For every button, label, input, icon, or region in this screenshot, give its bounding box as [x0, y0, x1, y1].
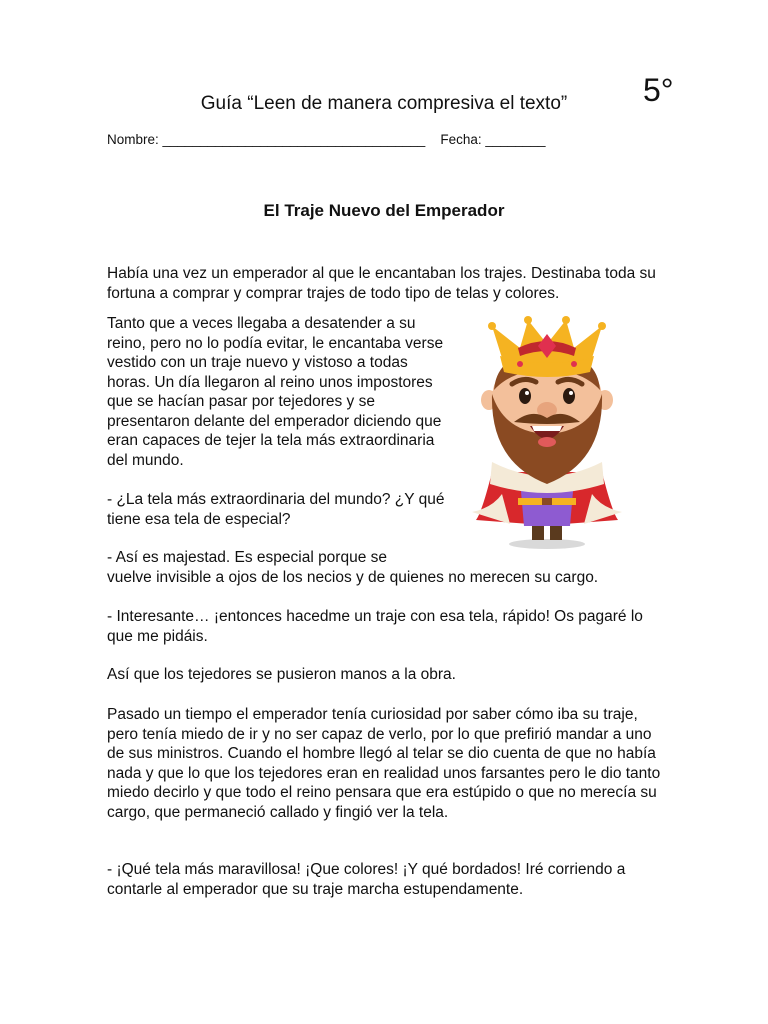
king-cartoon-icon	[462, 312, 632, 552]
date-blank: ________	[485, 132, 546, 147]
guide-title: Guía “Leen de manera compresiva el texto”	[200, 93, 568, 114]
paragraph-6: Así que los tejedores se pusieron manos a la obra.	[107, 666, 456, 683]
paragraph-5: - Interesante… ¡entonces hacedme un traje con esa tela, rápido! Os pagaré lo que me pidáis.	[107, 608, 643, 645]
grade-label: 5°	[643, 72, 674, 108]
paragraph-2: Tanto que a veces llegaba a desatender a su reino, pero no lo podía evitar, le encantaba verse vestido con un traje nuevo y vistoso a todas horas. Un día llegaron al reino unos impostores que se hacían pasar por tejedores y se presentaron delante del emperador diciendo que eran capaces de tejer la tela más extraordinaria del mundo.	[107, 315, 444, 469]
date-label: Fecha:	[440, 132, 482, 147]
paragraph-4-line-2: vuelve invisible a ojos de los necios y de quienes no merecen su cargo.	[107, 568, 599, 586]
story-title: El Traje Nuevo del Emperador	[263, 201, 505, 220]
paragraph-3: - ¿La tela más extraordinaria del mundo? ¿Y qué tiene esa tela de especial?	[107, 491, 445, 528]
student-info-line	[107, 131, 545, 149]
name-label: Nombre:	[107, 132, 159, 147]
paragraph-7: Pasado un tiempo el emperador tenía curiosidad por saber cómo iba su traje, pero tenía miedo de ir y no ser capaz de verlo, por lo que prefirió mandar a uno de sus ministros. Cuando el hombre llegó al telar se dio cuenta de que no había nada y que lo que los tejedores eran en realidad unos farsantes pero le dio tanto miedo decirlo y que todo el reino pensara que era estúpido o que no merecía su cargo, que permaneció callado y fingió ver la tela.	[107, 706, 661, 821]
paragraph-4	[107, 548, 667, 587]
paragraph-8: - ¡Qué tela más maravillosa! ¡Que colores! ¡Y qué bordados! Iré corriendo a contarle al emperador que su traje marcha estupendamente.	[107, 861, 626, 898]
paragraph-1: Había una vez un emperador al que le encantaban los trajes. Destinaba toda su fortuna a comprar y comprar trajes de todo tipo de telas y colores.	[107, 265, 656, 302]
name-blank: ___________________________________	[162, 132, 426, 147]
paragraph-4-line-1: - Así es majestad. Es especial porque se	[107, 549, 388, 566]
